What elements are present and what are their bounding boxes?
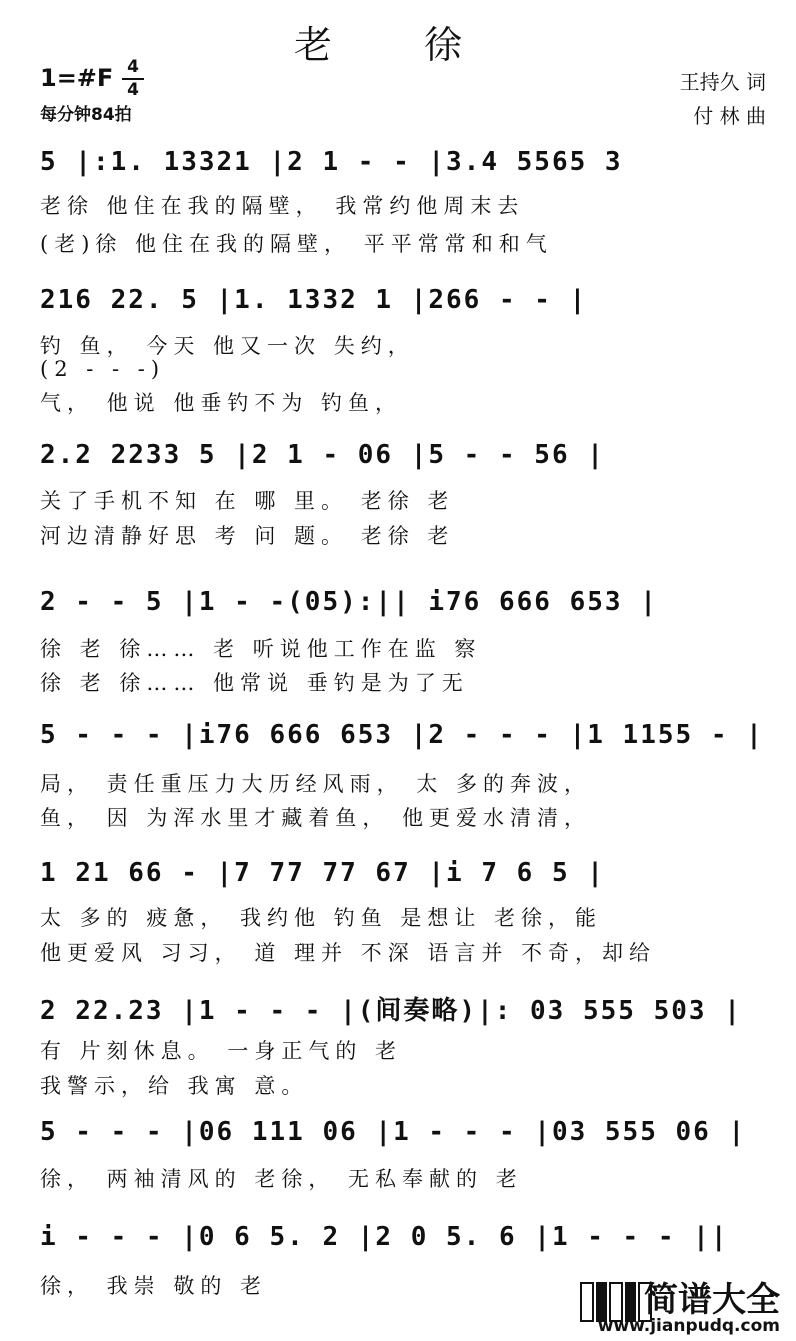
lyric-line-1a: 老徐 他住在我的隔壁， 我常约他周末去	[40, 194, 525, 218]
notation-line-3: 2.2 2233 5 |2 1 - 06 |5 - - 56 |	[40, 440, 605, 470]
lyric-line-5b: 鱼， 因 为浑水里才藏着鱼， 他更爱水清清，	[40, 806, 592, 830]
lyric-line-9a: 徐， 我崇 敬的 老	[40, 1274, 268, 1298]
lyric-line-5a: 局， 责任重压力大历经风雨， 太 多的奔波，	[40, 772, 592, 796]
time-signature-top: 4	[127, 57, 139, 77]
watermark-name: 简谱大全	[644, 1280, 780, 1320]
lyric-line-3b: 河边清静好思 考 问 题。 老徐 老	[40, 524, 455, 548]
lyric-line-6b: 他更爱风 习习， 道 理并 不深 语言并 不奇，却给	[40, 941, 657, 965]
lyric-line-2b: (2 - - -)	[40, 357, 166, 381]
lyric-line-3a: 关了手机不知 在 哪 里。 老徐 老	[40, 489, 455, 513]
tempo-marking: 每分钟84拍	[40, 105, 132, 125]
lyric-line-7b: 我警示，给 我寓 意。	[40, 1074, 309, 1098]
time-signature	[122, 58, 144, 100]
notation-line-1: 5 |:1. 13321 |2 1 - - |3.4 5565 3	[40, 147, 623, 177]
piano-key-icon	[580, 1282, 594, 1322]
notation-line-2: 216 22. 5 |1. 1332 1 |266 - - |	[40, 285, 588, 315]
time-signature-bottom: 4	[127, 80, 139, 100]
notation-line-8: 5 - - - |06 111 06 |1 - - - |03 555 06 |	[40, 1117, 747, 1147]
lyric-line-1b: (老)徐 他住在我的隔壁， 平平常常和和气	[40, 232, 553, 256]
notation-line-7: 2 22.23 |1 - - - |(间奏略)|: 03 555 503 |	[40, 996, 742, 1026]
lyric-line-8a: 徐， 两袖清风的 老徐， 无私奉献的 老	[40, 1167, 523, 1191]
notation-line-6: 1 21 66 - |7 77 77 67 |i 7 6 5 |	[40, 858, 605, 888]
lyric-line-4a: 徐 老 徐…… 老 听说他工作在监 察	[40, 637, 482, 661]
lyric-line-2a: 钓 鱼， 今天 他又一次 失约，	[40, 334, 415, 358]
composer-credit: 付 林 曲	[693, 104, 766, 128]
notation-line-5: 5 - - - |i76 666 653 |2 - - - |1 1155 - |	[40, 720, 764, 750]
notation-line-4: 2 - - 5 |1 - -(05):|| i76 666 653 |	[40, 587, 658, 617]
notation-line-9: i - - - |0 6 5. 2 |2 0 5. 6 |1 - - - ||	[40, 1222, 729, 1252]
lyric-line-2c: 气， 他说 他垂钓不为 钓鱼，	[40, 391, 403, 415]
lyricist-credit: 王持久 词	[679, 70, 766, 94]
key-signature: 1=#F	[40, 64, 114, 92]
song-title: 老 徐	[293, 23, 503, 67]
watermark-url: www.jianpudq.com	[597, 1316, 780, 1336]
lyric-line-6a: 太 多的 疲惫， 我约他 钓鱼 是想让 老徐，能	[40, 906, 603, 930]
lyric-line-7a: 有 片刻休息。 一身正气的 老	[40, 1039, 403, 1063]
lyric-line-4b: 徐 老 徐…… 他常说 垂钓是为了无	[40, 671, 469, 695]
